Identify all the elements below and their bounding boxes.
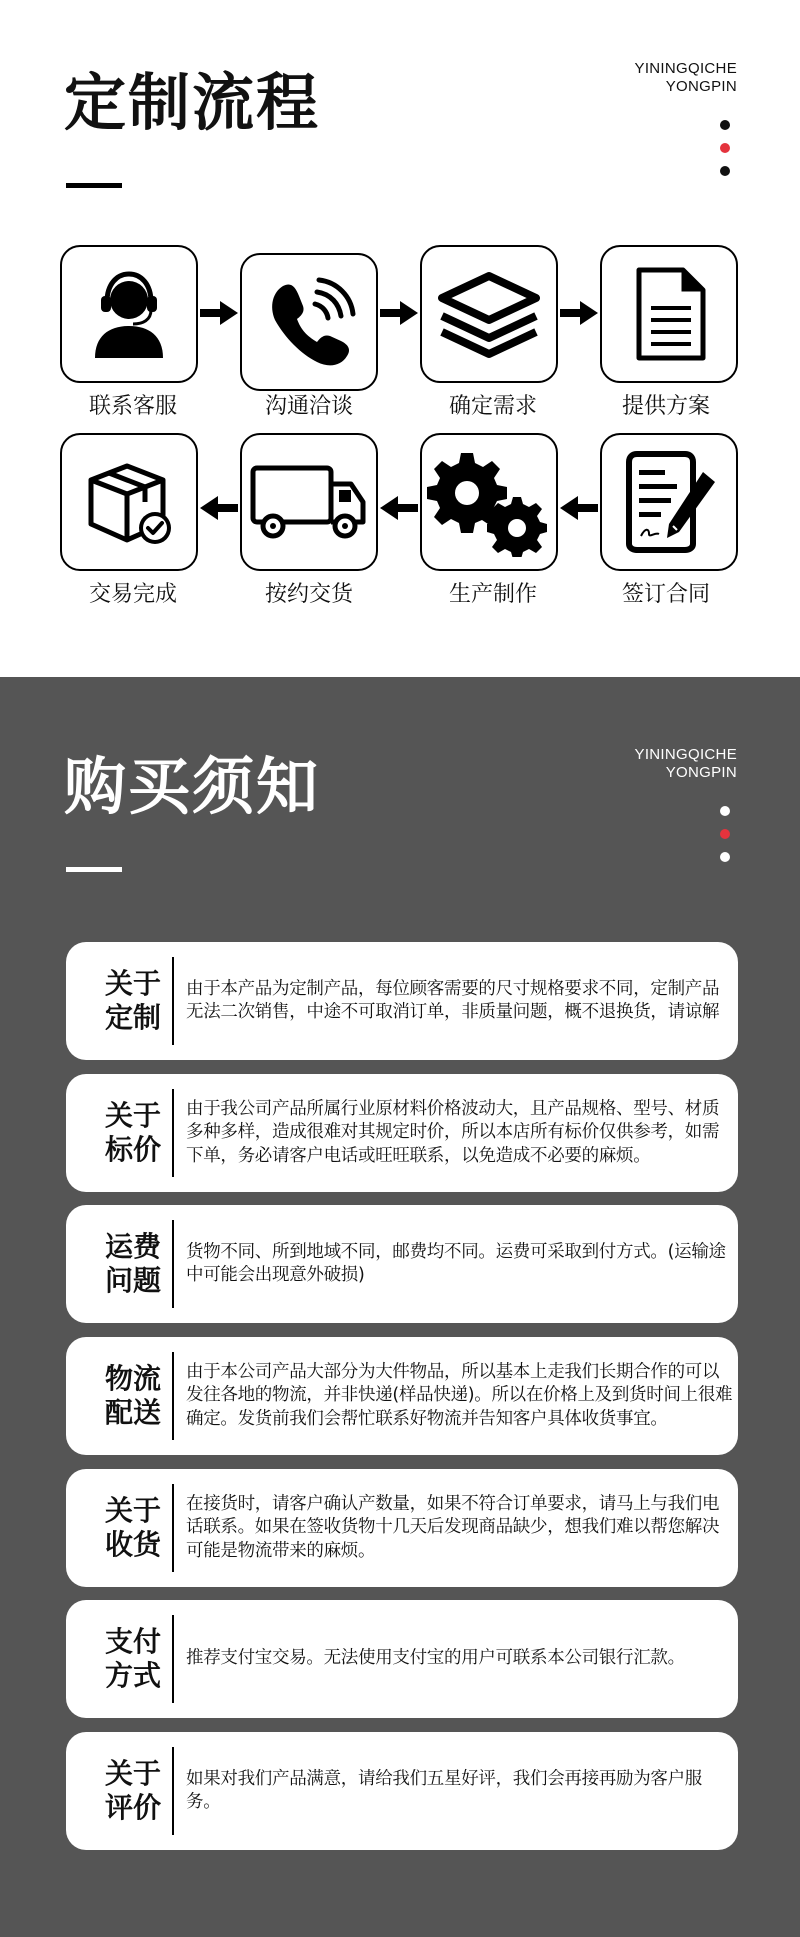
notice-card bbox=[66, 1469, 738, 1587]
notice-text: 如果对我们产品满意，请给我们五星好评，我们会再接再励为客户服务。 bbox=[186, 1768, 702, 1812]
notice-card bbox=[66, 942, 738, 1060]
phone-icon bbox=[261, 274, 357, 370]
step-customer-service bbox=[60, 245, 198, 383]
arrow-right-icon bbox=[560, 301, 598, 325]
title-underline bbox=[66, 867, 122, 872]
step-deal-complete bbox=[60, 433, 198, 571]
divider bbox=[172, 1220, 174, 1308]
step-label: 签订合同 bbox=[621, 582, 710, 607]
delivery-truck-icon bbox=[249, 462, 369, 542]
decor-dot bbox=[720, 806, 730, 816]
notice-title: 购买须知 bbox=[64, 750, 321, 823]
process-section bbox=[0, 0, 800, 677]
notice-key: 物流 配送 bbox=[104, 1362, 161, 1429]
customer-service-icon bbox=[81, 266, 177, 362]
step-production bbox=[420, 433, 558, 571]
step-label: 交易完成 bbox=[88, 582, 177, 607]
arrow-right-icon bbox=[200, 301, 238, 325]
decor-dot bbox=[720, 166, 730, 176]
decor-dot-accent bbox=[720, 143, 730, 153]
notice-section bbox=[0, 677, 800, 1937]
notice-key: 关于 标价 bbox=[104, 1099, 161, 1166]
title-underline bbox=[66, 183, 122, 188]
notice-card bbox=[66, 1600, 738, 1718]
gears-icon bbox=[427, 447, 551, 557]
notice-card bbox=[66, 1205, 738, 1323]
brand-line-2: YONGPIN bbox=[665, 78, 737, 95]
decor-dot bbox=[720, 120, 730, 130]
divider bbox=[172, 1615, 174, 1703]
step-negotiate bbox=[240, 253, 378, 391]
brand-line-1: YININGQICHE bbox=[634, 60, 737, 77]
arrow-left-icon bbox=[380, 496, 418, 520]
document-icon bbox=[621, 264, 717, 364]
divider bbox=[172, 957, 174, 1045]
notice-text: 推荐支付宝交易。无法使用支付宝的用户可联系本公司银行汇款。 bbox=[186, 1648, 685, 1669]
step-provide-plan bbox=[600, 245, 738, 383]
step-label: 按约交货 bbox=[264, 582, 353, 607]
brand-line-1: YININGQICHE bbox=[634, 746, 737, 763]
notice-key: 运费 问题 bbox=[104, 1230, 161, 1297]
notice-key: 支付 方式 bbox=[104, 1625, 161, 1692]
brand-text bbox=[537, 746, 737, 782]
divider bbox=[172, 1484, 174, 1572]
divider bbox=[172, 1352, 174, 1440]
notice-text: 由于我公司产品所属行业原材料价格波动大，且产品规格、型号、材质多种多样，造成很难对其规定时价，所以本店所有标价仅供参考，如需下单，务必请客户电话或旺旺联系，以免造成不必要的麻烦。 bbox=[186, 1098, 720, 1166]
step-label: 生产制作 bbox=[448, 582, 537, 607]
divider bbox=[172, 1747, 174, 1835]
notice-text: 在接货时，请客户确认产数量，如果不符合订单要求，请马上与我们电话联系。如果在签收货物十几天后发现商品缺少，想我们难以帮您解决可能是物流带来的麻烦。 bbox=[186, 1493, 720, 1561]
arrow-left-icon bbox=[560, 496, 598, 520]
process-title: 定制流程 bbox=[64, 66, 321, 139]
decor-dot bbox=[720, 852, 730, 862]
step-label: 沟通洽谈 bbox=[264, 394, 353, 419]
step-label: 联系客服 bbox=[88, 394, 177, 419]
notice-card bbox=[66, 1074, 738, 1192]
contract-sign-icon bbox=[619, 450, 719, 554]
arrow-right-icon bbox=[380, 301, 418, 325]
step-label: 确定需求 bbox=[448, 394, 537, 419]
decor-dot-accent bbox=[720, 829, 730, 839]
layers-icon bbox=[434, 266, 544, 362]
step-sign-contract bbox=[600, 433, 738, 571]
notice-key: 关于 收货 bbox=[104, 1494, 161, 1561]
notice-card bbox=[66, 1732, 738, 1850]
notice-key: 关于 定制 bbox=[104, 967, 161, 1034]
step-label: 提供方案 bbox=[621, 394, 710, 419]
notice-text: 由于本公司产品大部分为大件物品，所以基本上走我们长期合作的可以发往各地的物流，并非快递(样品快递)。所以在价格上及到货时间上很难确定。发货前我们会帮忙联系好物流并告知客户具体收货事宜。 bbox=[186, 1361, 733, 1429]
notice-card bbox=[66, 1337, 738, 1455]
brand-line-2: YONGPIN bbox=[665, 764, 737, 781]
brand-text bbox=[537, 60, 737, 96]
step-confirm-needs bbox=[420, 245, 558, 383]
package-check-icon bbox=[79, 454, 179, 550]
notice-key: 关于 评价 bbox=[104, 1757, 161, 1824]
notice-text: 货物不同、所到地域不同，邮费均不同。运费可采取到付方式。(运输途中可能会出现意外破损) bbox=[186, 1241, 726, 1285]
step-deliver bbox=[240, 433, 378, 571]
arrow-left-icon bbox=[200, 496, 238, 520]
divider bbox=[172, 1089, 174, 1177]
notice-text: 由于本产品为定制产品，每位顾客需要的尺寸规格要求不同，定制产品无法二次销售，中途不可取消订单，非质量问题，概不退换货，请谅解 bbox=[186, 978, 720, 1022]
